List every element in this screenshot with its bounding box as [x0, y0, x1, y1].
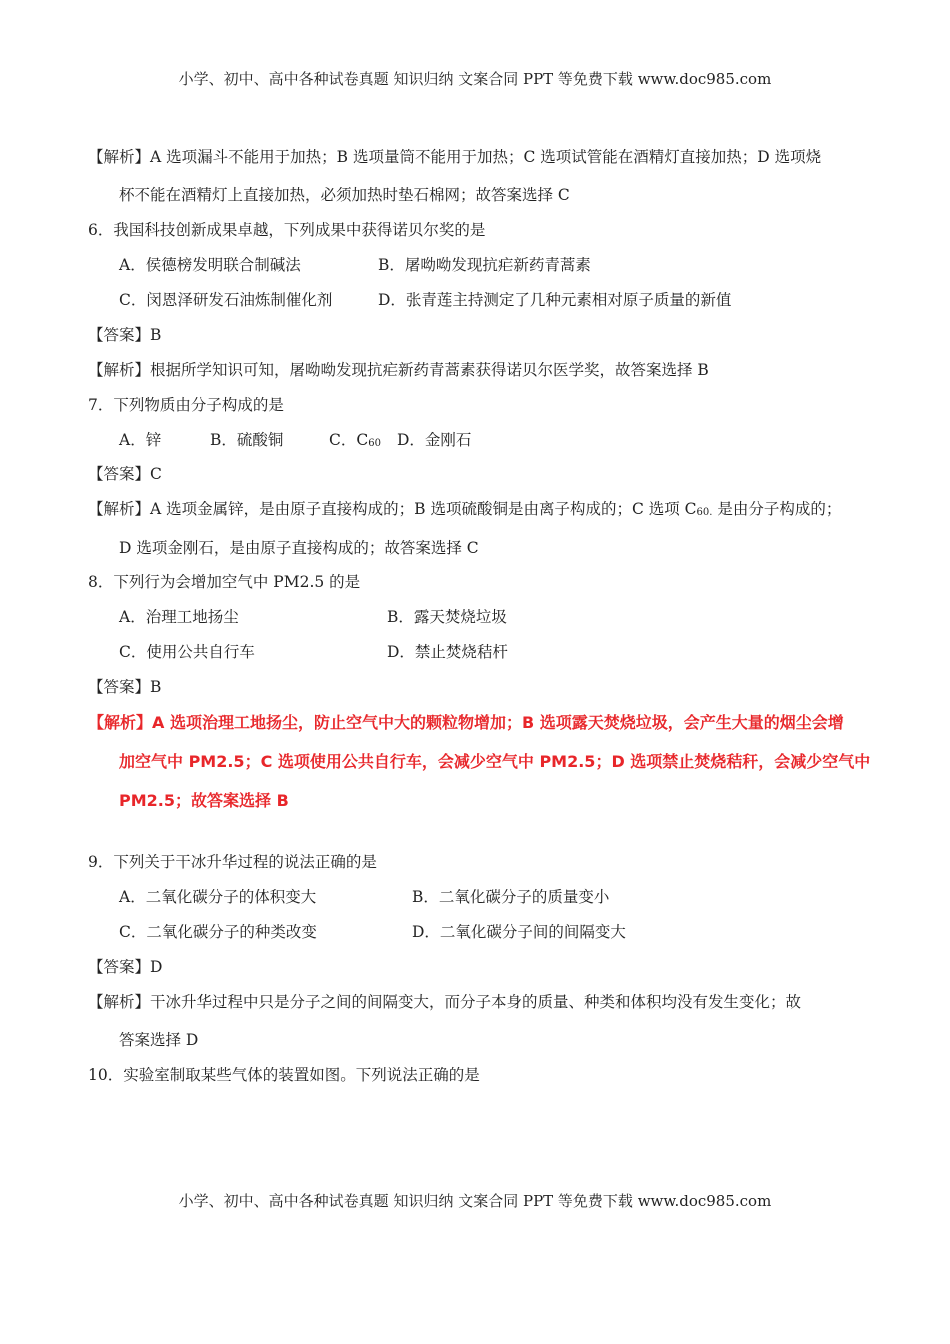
q8-answer: 【答案】B: [88, 678, 162, 696]
q7-option-c: [329, 429, 381, 455]
q7-analysis-line1: [88, 498, 841, 524]
q5-analysis-line1: 【解析】A 选项漏斗不能用于加热；B 选项量筒不能用于加热；C 选项试管能在酒精灯直接加热；D 选项烧: [88, 148, 822, 166]
q9-answer: 【答案】D: [88, 958, 163, 976]
q6-analysis: 【解析】根据所学知识可知，屠呦呦发现抗疟新药青蒿素获得诺贝尔医学奖，故答案选择 B: [88, 361, 709, 379]
q9-option-b: B．二氧化碳分子的质量变小: [412, 888, 610, 906]
q7-option-c-subscript: 60: [368, 438, 381, 449]
q5-analysis-line2: 杯不能在酒精灯上直接加热，必须加热时垫石棉网；故答案选择 C: [119, 186, 570, 204]
q7-option-c-text: C．C: [329, 431, 369, 449]
q7-option-d: D．金刚石: [397, 431, 472, 449]
q10-stem: 10．实验室制取某些气体的装置如图。下列说法正确的是: [88, 1066, 480, 1084]
q8-analysis-line3: PM2.5；故答案选择 B: [119, 791, 289, 810]
q9-stem: 9．下列关于干冰升华过程的说法正确的是: [88, 853, 377, 871]
q7-analysis-line2: D 选项金刚石，是由原子直接构成的；故答案选择 C: [119, 539, 479, 557]
q7-analysis-line1-pre: 【解析】A 选项金属锌，是由原子直接构成的；B 选项硫酸铜是由离子构成的；C 选项 C: [88, 500, 697, 518]
q9-analysis-line1: 【解析】干冰升华过程中只是分子之间的间隔变大，而分子本身的质量、种类和体积均没有发生变化；故: [88, 993, 802, 1011]
q7-answer: 【答案】C: [88, 465, 162, 483]
q7-option-a: A．锌: [119, 431, 162, 449]
q7-analysis-line1-post: 是由分子构成的；: [712, 500, 842, 518]
q9-option-d: D．二氧化碳分子间的间隔变大: [412, 923, 626, 941]
q8-option-d: D．禁止焚烧秸杆: [387, 643, 508, 661]
q7-stem: 7．下列物质由分子构成的是: [88, 396, 284, 414]
q6-answer: 【答案】B: [88, 326, 162, 344]
q8-option-a: A．治理工地扬尘: [119, 608, 239, 626]
page-header: 小学、初中、高中各种试卷真题 知识归纳 文案合同 PPT 等免费下载 www.doc985.com: [178, 70, 772, 88]
q9-analysis-line2: 答案选择 D: [119, 1031, 199, 1049]
q9-option-a: A．二氧化碳分子的体积变大: [119, 888, 317, 906]
q6-option-c: C．闵恩泽研发石油炼制催化剂: [119, 291, 333, 309]
q7-option-b: B．硫酸铜: [210, 431, 284, 449]
q8-option-c: C．使用公共自行车: [119, 643, 255, 661]
q8-analysis-line2: 加空气中 PM2.5；C 选项使用公共自行车，会减少空气中 PM2.5；D 选项禁止焚烧秸秆，会减少空气中: [119, 752, 871, 771]
q8-option-b: B．露天焚烧垃圾: [387, 608, 507, 626]
q8-analysis-line1: 【解析】A 选项治理工地扬尘，防止空气中大的颗粒物增加；B 选项露天焚烧垃圾，会产生大量的烟尘会增: [88, 713, 844, 732]
q6-stem: 6．我国科技创新成果卓越，下列成果中获得诺贝尔奖的是: [88, 221, 486, 239]
q7-analysis-subscript: 60.: [696, 507, 713, 518]
q8-stem: 8．下列行为会增加空气中 PM2.5 的是: [88, 573, 361, 591]
page-footer: 小学、初中、高中各种试卷真题 知识归纳 文案合同 PPT 等免费下载 www.doc985.com: [178, 1192, 772, 1210]
q9-option-c: C．二氧化碳分子的种类改变: [119, 923, 317, 941]
q6-option-d: D．张青莲主持测定了几种元素相对原子质量的新值: [378, 291, 732, 309]
q6-option-a: A．侯德榜发明联合制碱法: [119, 256, 301, 274]
q6-option-b: B．屠呦呦发现抗疟新药青蒿素: [378, 256, 591, 274]
